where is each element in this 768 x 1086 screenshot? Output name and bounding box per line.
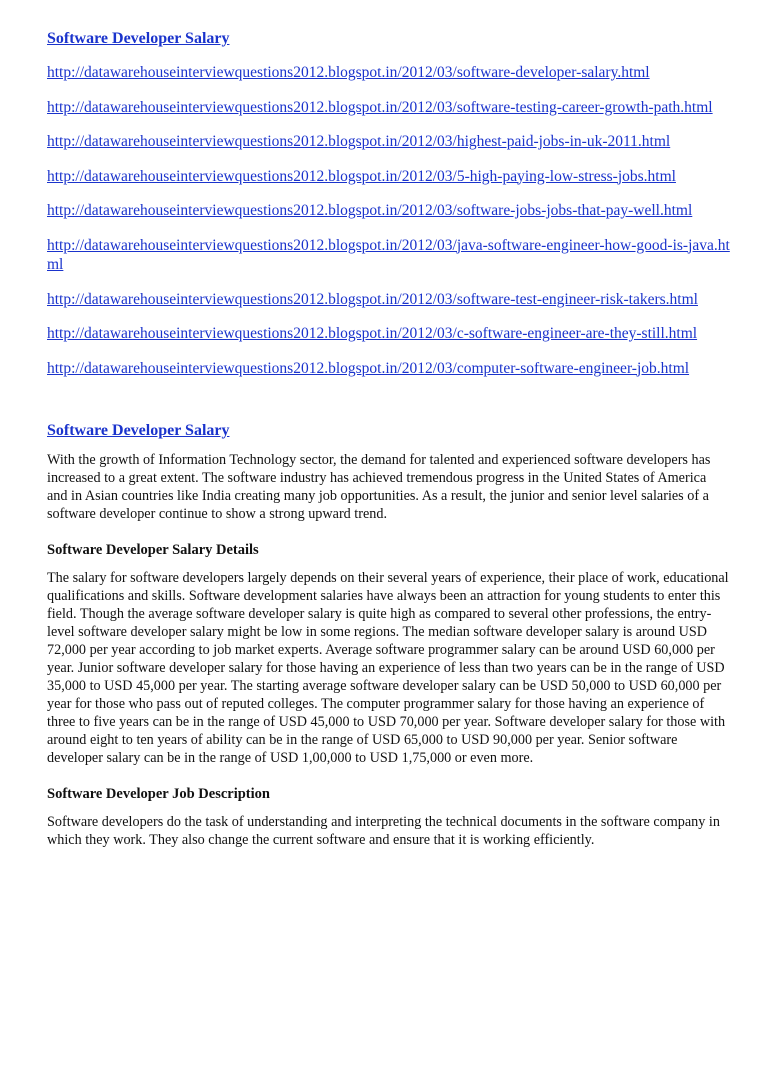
list-item [47,63,730,83]
top-title-link[interactable]: Software Developer Salary [47,30,230,47]
url-link-6[interactable]: http://datawarehouseinterviewquestions2012.blogspot.in/2012/03/java-software-engineer-how-good-is-java.html [47,236,730,273]
job-description-heading: Software Developer Job Description [47,786,270,802]
url-link-4[interactable]: http://datawarehouseinterviewquestions2012.blogspot.in/2012/03/5-high-paying-low-stress-jobs.html [47,167,676,185]
url-link-5[interactable]: http://datawarehouseinterviewquestions2012.blogspot.in/2012/03/software-jobs-jobs-that-pay-well.html [47,202,693,219]
intro-paragraph: With the growth of Information Technology sector, the demand for talented and experienced software developers has increased to a great extent. The software industry has achieved tremendous progress in the United States of America and in Asian countries like India creating many job opportunities. As a result, the junior and senior level salaries of a software developer continue to show a strong upward trend. [47,452,711,522]
url-link-3[interactable]: http://datawarehouseinterviewquestions2012.blogspot.in/2012/03/highest-paid-jobs-in-uk-2011.html [47,133,671,150]
url-link-8[interactable]: http://datawarehouseinterviewquestions2012.blogspot.in/2012/03/c-software-engineer-are-they-still.html [47,325,698,342]
details-paragraph: The salary for software developers largely depends on their several years of experience, their place of work, educational qualifications and skills. Software development salaries have always been an attraction for young students to enter this field. Though the average software developer salary is quite high as compared to several other professions, the entry-level software developer salary might be low in some regions. The median software developer salary is around USD 72,000 per year according to job market experts. Average software programmer salary can be around USD 60,000 per year. Junior software developer salary for those having an experience of less than two years can be in the range of USD 35,000 to USD 45,000 per year. The starting average software developer salary can be USD 50,000 to USD 60,000 per year for those who pass out of reputed colleges. The computer programmer salary for those having an experience of three to five years can be in the range of USD 45,000 to USD 70,000 per year. Software developer salary for those with around eight to ten years of ability can be in the range of USD 65,000 to USD 90,000 per year. Senior software developer salary can be in the range of USD 1,00,000 to USD 1,75,000 or even more. [47,570,729,766]
list-item [47,324,730,344]
list-item [47,132,730,152]
url-link-2[interactable]: http://datawarehouseinterviewquestions2012.blogspot.in/2012/03/software-testing-career-growth-path.html [47,98,713,116]
url-link-9[interactable]: http://datawarehouseinterviewquestions2012.blogspot.in/2012/03/computer-software-engineer-job.html [47,359,690,377]
list-item [47,201,730,221]
list-item [47,290,730,310]
list-item [47,167,730,187]
section-title-link[interactable]: Software Developer Salary [47,422,230,439]
list-item [47,236,730,275]
details-heading: Software Developer Salary Details [47,542,259,558]
url-list [47,63,730,378]
job-description-paragraph: Software developers do the task of understanding and interpreting the technical documents in the software company in which they work. They also change the current software and ensure that it is working efficiently. [47,814,720,848]
url-link-1[interactable]: http://datawarehouseinterviewquestions2012.blogspot.in/2012/03/software-developer-salary.html [47,64,650,81]
url-link-7[interactable]: http://datawarehouseinterviewquestions2012.blogspot.in/2012/03/software-test-engineer-risk-takers.html [47,290,698,308]
list-item [47,98,730,118]
list-item [47,359,730,379]
